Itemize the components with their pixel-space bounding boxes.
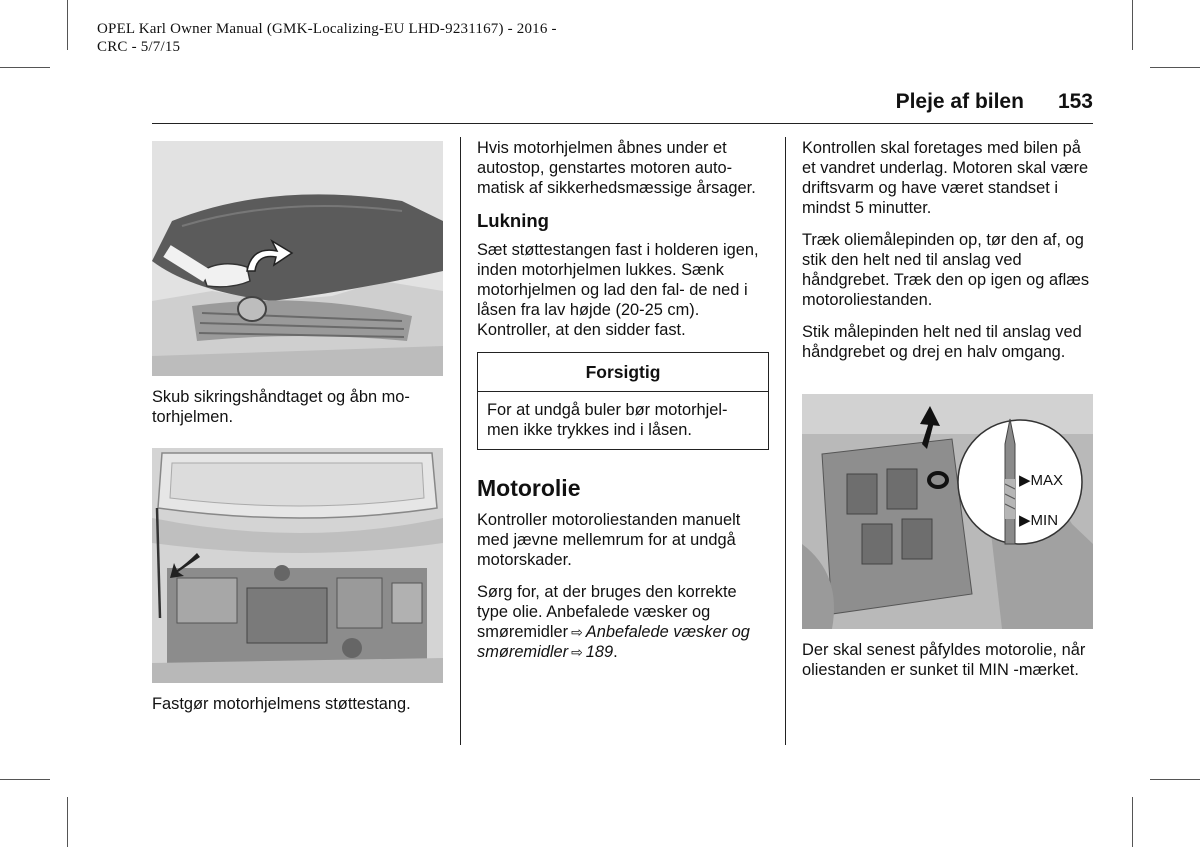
figure2-caption [152, 694, 452, 714]
hood-support-figure [152, 448, 443, 683]
crop-mark [0, 779, 50, 780]
dipstick-insert-paragraph: Stik målepinden helt ned til anslag ved håndgrebet og drej en halv omgang. [802, 323, 1082, 361]
figure3-caption-text: Der skal senest påfyldes motorolie, når oliestanden er sunket til MIN -mærket. [802, 641, 1086, 679]
figure2-caption-text: Fastgør motorhjelmens støttestang. [152, 695, 411, 713]
figure3-caption [802, 640, 1094, 680]
column-divider [785, 137, 786, 745]
page-number: 153 [1057, 90, 1093, 113]
dipstick-max-label: ▶MAX [1019, 472, 1064, 489]
motorolie-paragraph-2 [477, 582, 769, 662]
column-3 [802, 138, 1094, 374]
crop-mark [1150, 67, 1200, 68]
figure1-caption [152, 387, 452, 427]
column-divider [460, 137, 461, 745]
running-head [896, 90, 1093, 114]
document-header-line2: CRC - 5/7/15 [97, 39, 181, 55]
hood-release-illustration [152, 141, 443, 376]
cross-reference-page[interactable]: 189 [585, 643, 614, 661]
dipstick-min-label: ▶MIN [1019, 512, 1059, 529]
lukning-paragraph: Sæt støttestangen fast i holderen igen, inden motorhjelmen lukkes. Sænk motorhjelmen og lad den fal- de ned i låsen fra lav højde (20-25 cm). Kontroller, at den sidder fast. [477, 241, 759, 339]
caution-box [477, 352, 769, 450]
caution-title: Forsigtig [478, 353, 768, 392]
motorolie-heading: Motorolie [477, 475, 581, 501]
crop-mark [1132, 797, 1133, 847]
lukning-heading: Lukning [477, 210, 549, 231]
figure1-caption-text: Skub sikringshåndtaget og åbn mo- torhjelmen. [152, 388, 410, 426]
crop-mark [1150, 779, 1200, 780]
sentence-end: . [613, 643, 618, 661]
page-reference-icon: ⇨ [571, 644, 583, 660]
motorolie-paragraph-2-text: Sørg for, at der bruges den korrekte type olie. Anbefalede væsker og smøremidler [477, 583, 737, 641]
cross-reference-link[interactable]: Anbefalede væsker og smøremidler [477, 623, 750, 661]
crop-mark [67, 797, 68, 847]
dipstick-reading-paragraph: Træk oliemålepinden op, tør den af, og stik den helt ned til anslag ved håndgrebet. Træk den op igen og aflæs motoroliestanden. [802, 231, 1090, 309]
document-header [97, 20, 557, 56]
crop-mark [67, 0, 68, 50]
cross-reference-icon: ⇨ [571, 624, 583, 640]
engine-dipstick-illustration [802, 394, 1093, 629]
document-header-line1: OPEL Karl Owner Manual (GMK-Localizing-EU LHD-9231167) - 2016 - [97, 21, 557, 37]
crop-mark [0, 67, 50, 68]
section-title: Pleje af bilen [895, 90, 1024, 113]
hood-release-figure [152, 141, 443, 376]
motorolie-paragraph-1: Kontroller motoroliestanden manuelt med jævne mellemrum for at undgå motorskader. [477, 511, 741, 569]
check-conditions-paragraph: Kontrollen skal foretages med bilen på et vandret underlag. Motoren skal være driftsvarm og have været standset i mindst 5 minutter. [802, 139, 1089, 217]
hood-support-illustration [152, 448, 443, 683]
header-rule [152, 123, 1093, 124]
caution-text: For at undgå buler bør motorhjel- men ikke trykkes ind i låsen. [487, 401, 728, 439]
column-2 [477, 138, 769, 674]
crop-mark [1132, 0, 1133, 50]
dipstick-figure [802, 394, 1093, 629]
autostop-paragraph: Hvis motorhjelmen åbnes under et autostop, genstartes motoren auto- matisk af sikkerhedsmæssige årsager. [477, 139, 756, 197]
